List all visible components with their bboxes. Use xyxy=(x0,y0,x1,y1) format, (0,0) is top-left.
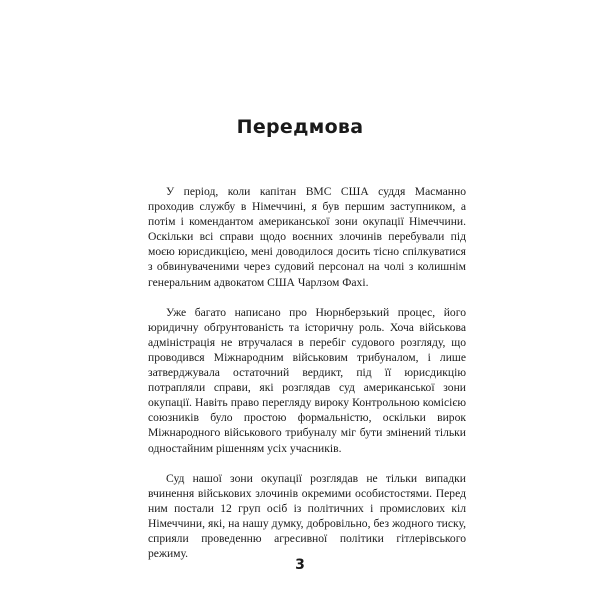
paragraph-1: У період, коли капітан ВМС США суддя Масманно проходив службу в Німеччині, я був першим заступником, а потім і комендантом американської зони окупації Німеччини. Оскільки всі справи щодо воєнних злочинів перебували під моєю юрисдикцією, мені доводилося досить тісно спілкуватися з обвинуваченими через судовий персонал на чолі з колишнім генеральним адвокатом США Чарлзом Фахі. xyxy=(148,185,466,289)
page-number: 3 xyxy=(295,557,305,573)
paragraph-3: Суд нашої зони окупації розглядав не тільки випадки вчинення військових злочинів окремими особистостями. Перед ним постали 12 груп осіб із політичних і промислових кіл Німеччини, які, на нашу думку, добровільно, без жодного тиску, сприяли проведенню агресивної політики гітлерівського режиму. xyxy=(148,471,466,561)
body-text xyxy=(148,184,466,576)
page-title: Передмова xyxy=(236,116,364,138)
paragraph-2: Уже багато написано про Нюрнберзький процес, його юридичну обґрунтованість та історичну роль. Хоча військова адміністрація не втручалася в перебіг судового розгляду, що проводився Міжнародним військовим трибуналом, і лише затверджувала остаточний вердикт, під її юрисдикцію потрапляли справи, які розглядав суд американської зони окупації. Навіть право перегляду вироку Контрольною комісією союзників було простою формальністю, оскільки вирок Міжнародного військового трибуналу міг бути змінений тільки одностайним рішенням усіх учасників. xyxy=(148,305,466,455)
